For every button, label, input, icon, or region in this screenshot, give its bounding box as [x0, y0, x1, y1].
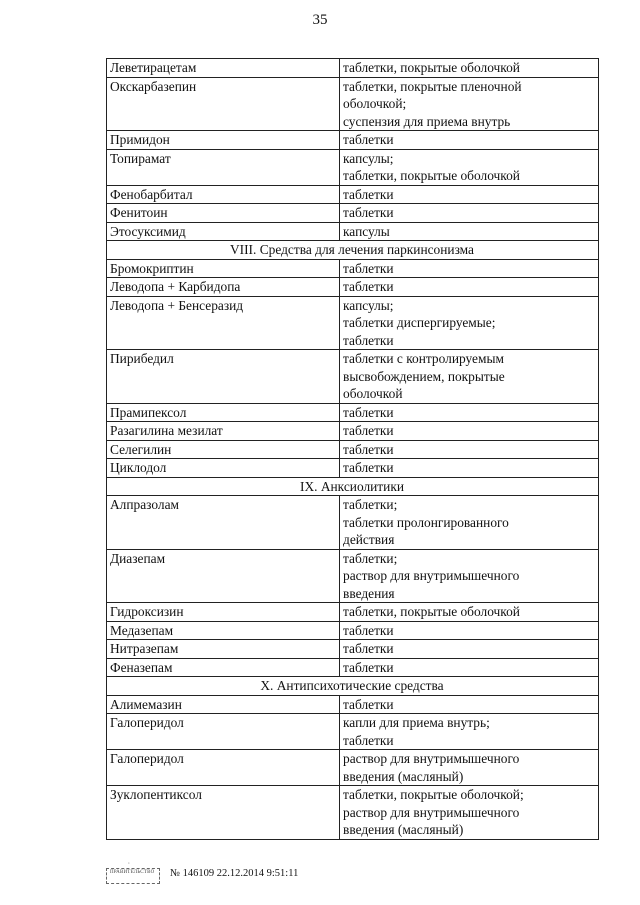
drug-name: Циклодол: [107, 459, 340, 478]
drug-name: Бромокриптин: [107, 259, 340, 278]
dosage-form-line: оболочкой: [343, 386, 403, 401]
dosage-forms: [340, 714, 599, 750]
dosage-form-line: таблетки: [343, 696, 394, 712]
drug-name: Селегилин: [107, 440, 340, 459]
drug-name: Гидроксизин: [107, 603, 340, 622]
drug-name: Топирамат: [107, 149, 340, 185]
drug-row: [107, 714, 599, 750]
drug-row: [107, 350, 599, 404]
dosage-form-line: таблетки;: [343, 497, 398, 512]
drug-name: Галоперидол: [107, 750, 340, 786]
dosage-form-line: таблетки, покрытые оболочкой: [343, 168, 520, 183]
drug-name: Галоперидол: [107, 714, 340, 750]
drug-row: [107, 185, 599, 204]
dosage-forms: [340, 222, 599, 241]
dosage-form-line: таблетки: [343, 332, 394, 348]
stamp-emblem: ﾟ: [128, 864, 131, 869]
dosage-form-line: высвобождением, покрытые: [343, 368, 505, 384]
dosage-forms: [340, 131, 599, 150]
dosage-forms: [340, 350, 599, 404]
dosage-form-line: таблетки: [343, 622, 394, 638]
stamp-label: ПРАВИТЕЛЬСТВО: [110, 870, 155, 875]
drug-row: [107, 786, 599, 840]
drug-row: [107, 496, 599, 550]
dosage-forms: [340, 440, 599, 459]
drug-row: [107, 222, 599, 241]
dosage-form-line: введения (масляный): [343, 822, 464, 837]
dosage-form-line: таблетки, покрытые оболочкой: [343, 604, 520, 619]
drug-name: Пирибедил: [107, 350, 340, 404]
drug-name: Алимемазин: [107, 695, 340, 714]
dosage-form-line: таблетки: [343, 641, 394, 656]
dosage-form-line: таблетки: [343, 423, 394, 438]
drug-row: [107, 695, 599, 714]
dosage-form-line: введения (масляный): [343, 768, 464, 784]
section-header-row: [107, 677, 599, 696]
dosage-forms: [340, 549, 599, 603]
page-number: 35: [312, 12, 328, 28]
dosage-forms: [340, 786, 599, 840]
dosage-form-line: таблетки;: [343, 550, 398, 566]
drug-name: Леветирацетам: [107, 59, 340, 78]
drug-name: Примидон: [107, 131, 340, 150]
dosage-form-line: оболочкой;: [343, 96, 407, 111]
drug-name: Прамипексол: [107, 403, 340, 422]
drug-row: [107, 149, 599, 185]
document-registration-id: № 146109 22.12.2014 9:51:11: [170, 867, 299, 879]
dosage-forms: [340, 204, 599, 223]
dosage-form-line: таблетки: [343, 404, 394, 420]
drug-row: [107, 658, 599, 677]
dosage-forms: [340, 496, 599, 550]
drug-name: Нитразепам: [107, 640, 340, 659]
dosage-form-line: таблетки: [343, 441, 394, 457]
dosage-form-line: таблетки: [343, 132, 394, 147]
drug-row: [107, 278, 599, 297]
dosage-forms: [340, 296, 599, 350]
drug-name: Леводопа + Бенсеразид: [107, 296, 340, 350]
drug-name: Этосуксимид: [107, 222, 340, 241]
dosage-form-line: раствор для внутримышечного: [343, 568, 520, 583]
medication-table: [106, 58, 599, 840]
drug-row: [107, 422, 599, 441]
drug-name: Окскарбазепин: [107, 77, 340, 131]
section-title: X. Антипсихотические средства: [107, 677, 599, 696]
dosage-form-line: таблетки пролонгированного: [343, 514, 509, 530]
dosage-form-line: капсулы: [343, 223, 390, 239]
dosage-forms: [340, 658, 599, 677]
dosage-forms: [340, 750, 599, 786]
drug-row: [107, 296, 599, 350]
dosage-forms: [340, 278, 599, 297]
section-header-row: [107, 241, 599, 260]
drug-name: Зуклопентиксол: [107, 786, 340, 840]
dosage-form-line: суспензия для приема внутрь: [343, 113, 511, 129]
dosage-form-line: таблетки: [343, 260, 394, 276]
drug-row: [107, 403, 599, 422]
section-title: VIII. Средства для лечения паркинсонизма: [107, 241, 599, 260]
dosage-form-line: таблетки: [343, 659, 394, 675]
dosage-forms: [340, 59, 599, 78]
drug-name: Разагилина мезилат: [107, 422, 340, 441]
dosage-form-line: действия: [343, 532, 395, 547]
drug-row: [107, 59, 599, 78]
dosage-form-line: таблетки: [343, 205, 394, 220]
drug-row: [107, 131, 599, 150]
registration-stamp: [106, 862, 164, 884]
drug-row: [107, 77, 599, 131]
drug-row: [107, 204, 599, 223]
drug-name: Леводопа + Карбидопа: [107, 278, 340, 297]
drug-name: Фенитоин: [107, 204, 340, 223]
dosage-form-line: таблетки с контролируемым: [343, 351, 504, 366]
dosage-form-line: раствор для внутримышечного: [343, 751, 520, 766]
dosage-form-line: капсулы;: [343, 150, 394, 166]
dosage-forms: [340, 422, 599, 441]
dosage-form-line: раствор для внутримышечного: [343, 804, 520, 820]
dosage-forms: [340, 621, 599, 640]
drug-row: [107, 621, 599, 640]
drug-row: [107, 259, 599, 278]
dosage-form-line: таблетки, покрытые оболочкой;: [343, 787, 524, 802]
drug-row: [107, 459, 599, 478]
drug-name: Фенобарбитал: [107, 185, 340, 204]
dosage-form-line: введения: [343, 585, 395, 601]
dosage-forms: [340, 695, 599, 714]
dosage-forms: [340, 77, 599, 131]
dosage-forms: [340, 459, 599, 478]
drug-name: Феназепам: [107, 658, 340, 677]
dosage-forms: [340, 403, 599, 422]
drug-row: [107, 549, 599, 603]
dosage-form-line: таблетки: [343, 460, 394, 475]
drug-row: [107, 640, 599, 659]
dosage-form-line: таблетки: [343, 186, 394, 202]
dosage-forms: [340, 603, 599, 622]
dosage-form-line: таблетки, покрытые оболочкой: [343, 60, 520, 75]
document-footer: [106, 862, 298, 884]
drug-name: Диазепам: [107, 549, 340, 603]
dosage-form-line: таблетки, покрытые пленочной: [343, 78, 522, 94]
drug-row: [107, 603, 599, 622]
dosage-form-line: таблетки диспергируемые;: [343, 315, 496, 330]
dosage-form-line: капли для приема внутрь;: [343, 715, 490, 730]
dosage-form-line: таблетки: [343, 732, 394, 748]
medication-table-body: [107, 59, 599, 840]
section-header-row: [107, 477, 599, 496]
drug-name: Алпразолам: [107, 496, 340, 550]
dosage-forms: [340, 149, 599, 185]
dosage-forms: [340, 185, 599, 204]
dosage-forms: [340, 259, 599, 278]
dosage-forms: [340, 640, 599, 659]
dosage-form-line: таблетки: [343, 279, 394, 294]
dosage-form-line: капсулы;: [343, 297, 394, 313]
drug-row: [107, 750, 599, 786]
section-title: IX. Анксиолитики: [107, 477, 599, 496]
drug-name: Медазепам: [107, 621, 340, 640]
drug-row: [107, 440, 599, 459]
